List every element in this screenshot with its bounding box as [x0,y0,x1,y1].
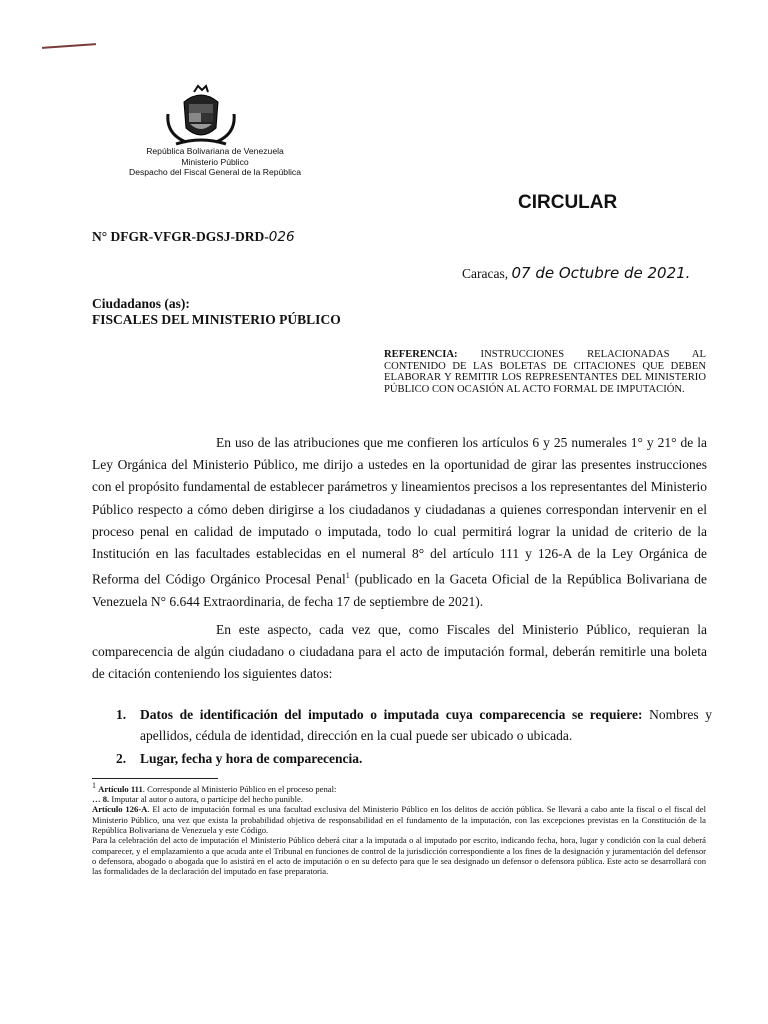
addressee-salutation: Ciudadanos (as): [92,296,190,311]
footnote-article-126a [92,804,706,835]
header-line-office: Despacho del Fiscal General de la República [129,167,301,177]
reference-label: REFERENCIA: [384,349,458,360]
body-paragraph-2: En este aspecto, cada vez que, como Fiscales del Ministerio Público, requieran la comparecencia de algún ciudadano o ciudadana para el acto de imputación formal, deberán remitirle una boleta de citación conteniendo los siguientes datos: [92,622,707,682]
footnote-art111-label: Artículo 111 [98,783,143,794]
footnote-art126-label: Artículo 126-A [92,804,148,815]
footnote-article-111 [92,781,706,794]
list-item-title: Datos de identificación del imputado o imputada cuya comparecencia se requiere: [140,707,643,722]
list-item [92,748,712,769]
dateline-city: Caracas, [462,266,509,281]
footnote-block [92,781,706,877]
institution-header [100,146,330,178]
paragraph-1-text-cont: (publicado en la Gaceta Oficial de la República Bolivariana de Venezuela N° 6.644 Extraordinaria, de fecha 17 de septiembre de 2021). [92,571,707,609]
footnote-marker: 1 [92,781,96,790]
footnote-item-8 [92,794,706,804]
dateline [462,264,690,282]
paragraph-1-text: En uso de las atribuciones que me confieren los artículos 6 y 25 numerales 1° y 21° de la Ley Orgánica del Ministerio Público, me dirijo a ustedes en la oportunidad de girar las presentes instrucciones con el propósito fundamental de establecer parámetros y lineamientos precisos a los representantes del Ministerio Público respecto a cómo deben dirigirse a los ciudadanos y ciudadanas a quienes correspondan intervenir en el proceso penal en calidad de imputado o imputada, todo lo cual permitirá lograr la unidad de criterio de la Institución en las facultades establecidas en el numeral 8° del artículo 111 y 126-A de la Ley Orgánica de Reforma del Código Orgánico Procesal Penal [92,435,707,587]
list-item-number: 2. [116,751,127,766]
requirements-list [92,704,712,769]
reference-text: INSTRUCCIONES RELACIONADAS AL CONTENIDO DE LAS BOLETAS DE CITACIONES QUE DEBEN ELABORAR Y REMITIR LOS REPRESENTANTES DEL MINISTERIO PÚBLICO CON OCASIÓN AL ACTO FORMAL DE IMPUTACIÓN. [384,349,706,395]
document-type-title: CIRCULAR [518,192,618,213]
reference-block [384,349,706,395]
dateline-handwritten-date: 07 de Octubre de 2021. [511,264,691,282]
addressee-recipients: FISCALES DEL MINISTERIO PÚBLICO [92,312,341,327]
footnote-divider [92,778,218,779]
body-paragraph-1 [92,432,707,613]
list-item-text: Nombres y apellidos, cédula de identidad, dirección en la cual puede ser ubicado o ubicada. [140,707,712,743]
footnote-item8-text: Imputar al autor o autora, o partícipe del hecho punible. [109,794,303,805]
footnote-paragraph: Para la celebración del acto de imputación el Ministerio Público deberá citar a la imputada o al imputado por escrito, indicando fecha, hora, lugar y condición con la cual deberá comparecer, y el emplazamiento a que acuda ante el Tribunal en funciones de control de la jurisdicción correspondiente a los fines de la designación y juramentación del defensor o defensora, abogado o abogada que lo asistirá en el acto de imputación o en su defecto para que le sea designado un defensor o defensora pública. Este acto se desarrollará con las formalidades de la declaración del imputado en fase preparatoria. [92,835,706,877]
coat-of-arms-seal [158,84,244,150]
footnote-art126-text: . El acto de imputación formal es una facultad exclusiva del Ministerio Público en los delitos de acción pública. Se llevará a cabo ante la fiscal o el fiscal del Ministerio Público, una vez que exista la probabilidad objetiva de responsabilidad en el fundamento de la imputación, con las excepciones previstas en la Constitución de la República Bolivariana de Venezuela y este Código. [92,804,707,836]
circular-number [92,229,295,245]
header-line-ministry: Ministerio Público [181,156,249,167]
header-line-country: República Bolivariana de Venezuela [146,146,284,156]
scan-mark [42,43,96,49]
list-item-number: 1. [116,707,127,722]
footnote-reference: 1 [345,571,350,581]
footnote-art111-text: . Corresponde al Ministerio Público en el proceso penal: [142,783,337,794]
list-item-title: Lugar, fecha y hora de comparecencia. [140,751,363,766]
circular-number-handwritten: 026 [268,229,295,245]
footnote-item8-label: … 8. [92,794,110,805]
circular-number-prefix: N° DFGR-VFGR-DGSJ-DRD- [92,229,269,244]
list-item [92,704,712,746]
